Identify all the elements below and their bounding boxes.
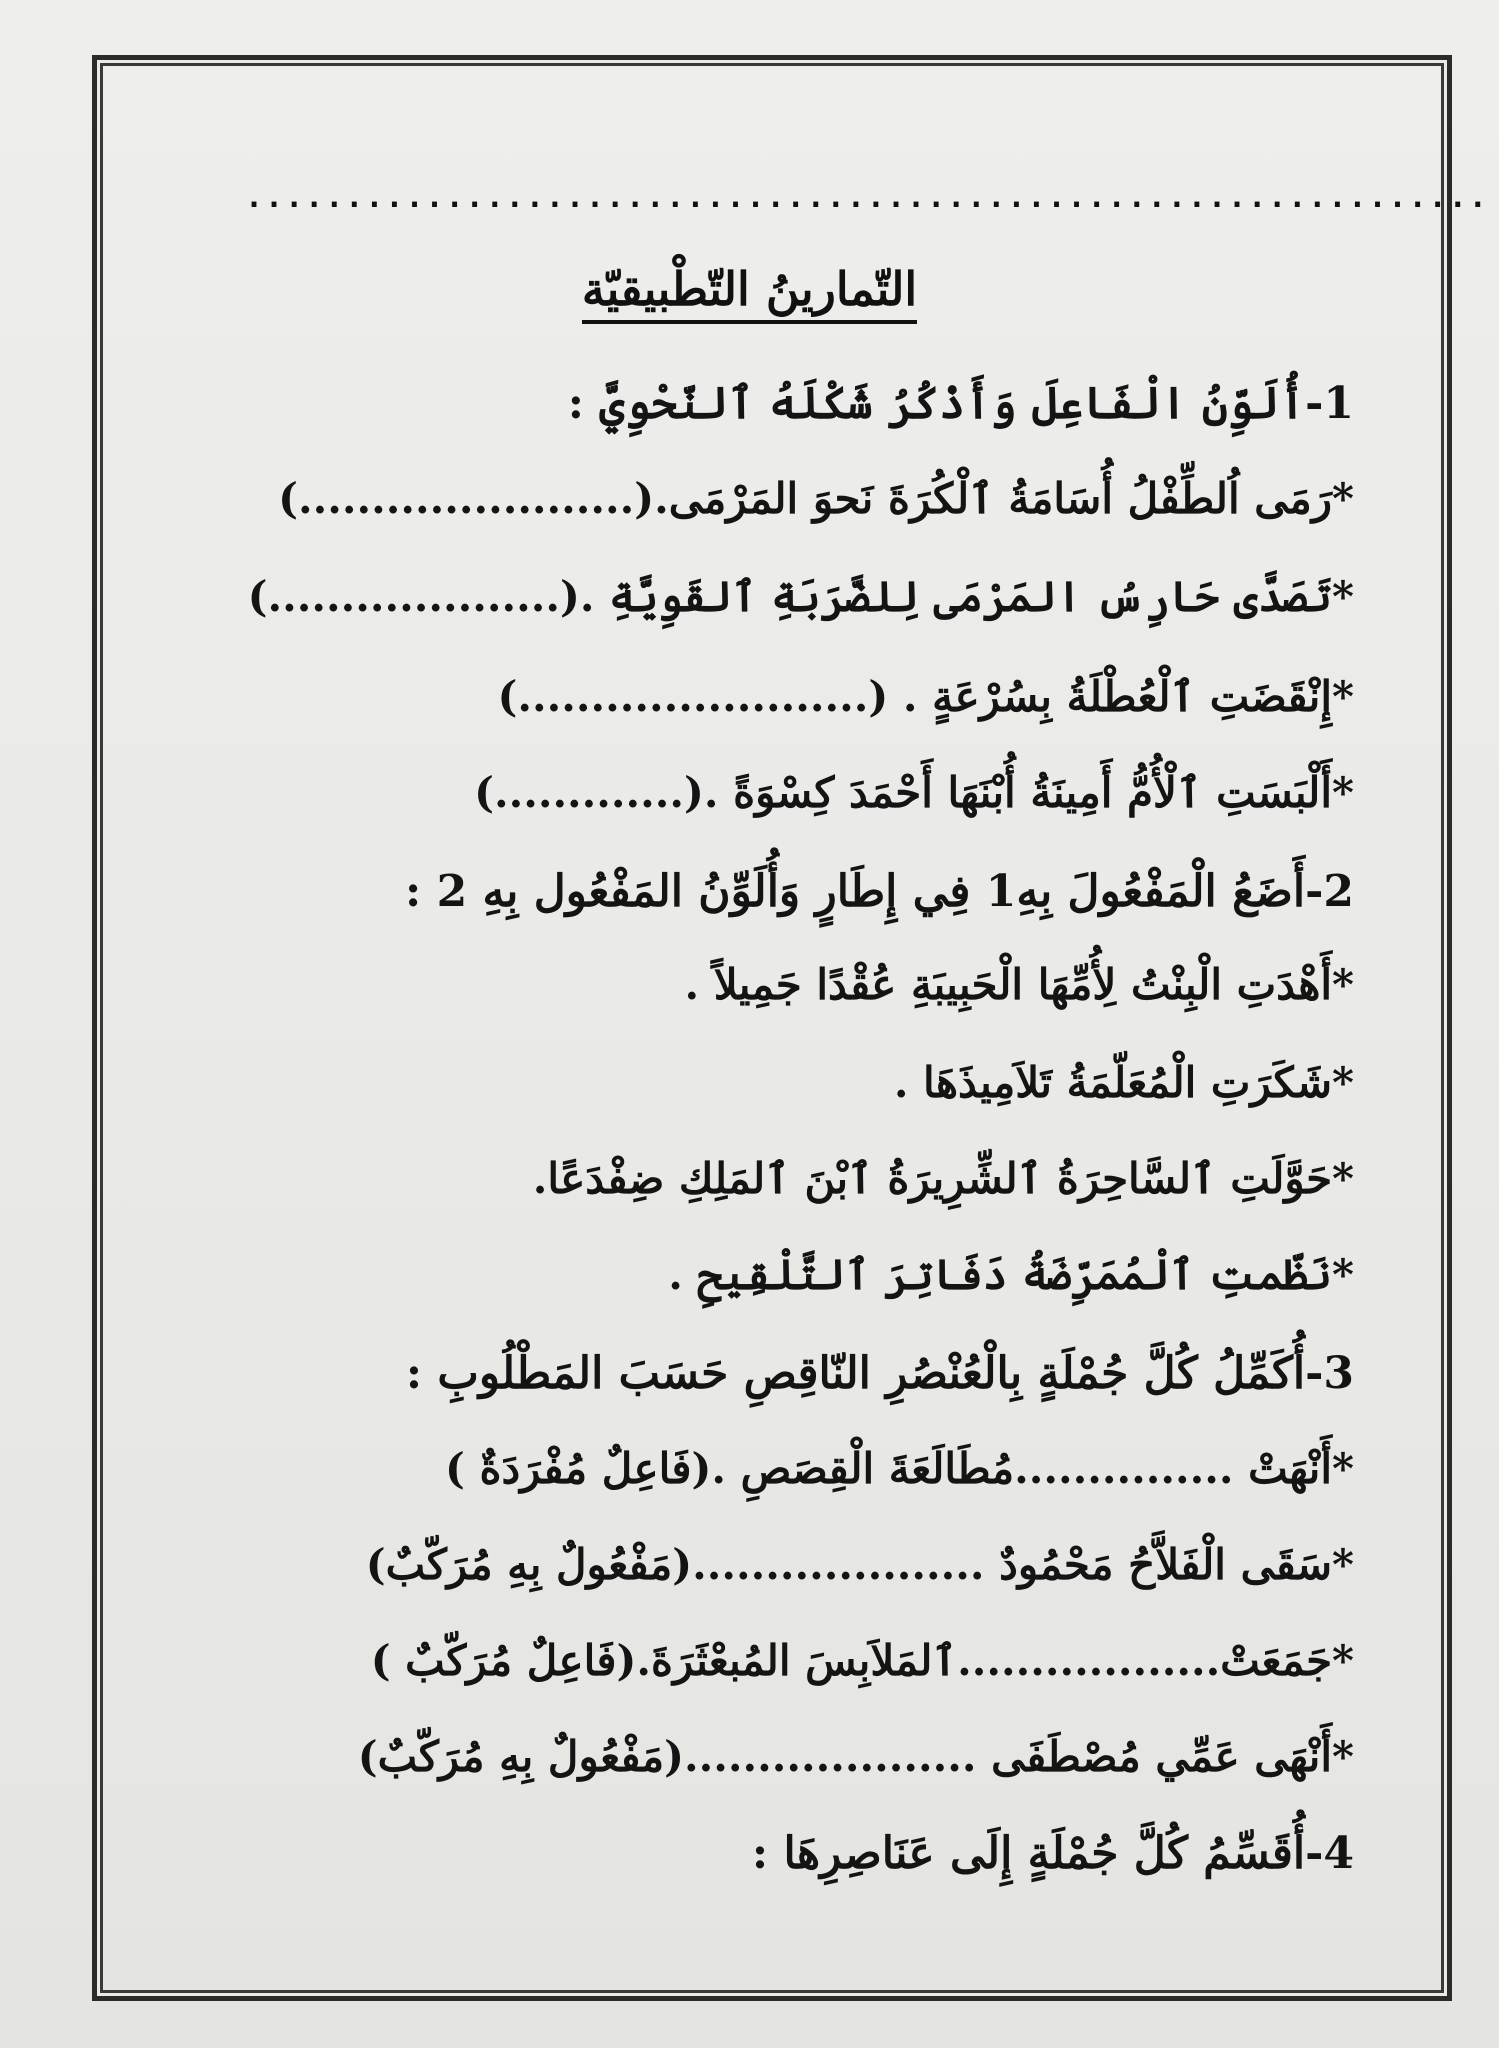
exercise-3-item-4: *أَنْهَى عَمِّي مُصْطَفَى ....................(مَفْعُولٌ بِهِ مُرَكّبٌ) (357, 1732, 1354, 1781)
exercise-2-item-4: *نَظّمتِ ٱلْمُمَرِّضَةُ دَفَاتِرَ ٱلتَّلْقِيحِ . (668, 1250, 1354, 1299)
exercise-2-item-1: *أَهْدَتِ الْبِنْتُ لِأُمِّهَا الْحَبِيبَةِ عُقْدًا جَمِيلاً . (684, 960, 1354, 1009)
exercise-2-heading: 2-أَضَعُ الْمَفْعُولَ بِهِ1 فِي إِطَارٍ وَأُلَوِّنُ المَفْعُول بِهِ 2 : (405, 866, 1354, 917)
exercise-1-item-1: *رَمَى اُلطِّفْلُ أُسَامَةُ ٱلْكُرَةَ نَحوَ المَرْمَى.(.......................) (278, 474, 1354, 523)
exercise-3-item-1: *أَنْهَتْ ...............مُطَالَعَةَ الْقِصَصِ .(فَاعِلٌ مُفْرَدَةٌ ) (444, 1444, 1354, 1493)
exercise-3-heading: 3-أُكَمِّلُ كُلَّ جُمْلَةٍ بِالْعُنْصُرِ النّاقِصِ حَسَبَ المَطْلُوبِ : (405, 1348, 1354, 1399)
exercise-1-item-4: *أَلْبَسَتِ ٱلْأُمُّ أَمِينَةُ أُبْنَهَا أَحْمَدَ كِسْوَةً .(.............) (474, 768, 1354, 817)
exercise-2-item-2: *شَكَرَتِ الْمُعَلّمَةُ تَلاَمِيذَهَا . (893, 1058, 1354, 1107)
page-title-text: التّمارينُ التّطْبيقيّة (582, 262, 917, 324)
exercise-2-item-3: *حَوَّلَتِ ٱلسَّاحِرَةُ ٱلشِّرِيرَةُ ٱبْنَ ٱلمَلِكِ ضِفْدَعًا. (532, 1154, 1354, 1203)
exercise-4-heading: 4-أُقَسِّمُ كُلَّ جُمْلَةٍ إِلَى عَنَاصِرِهَا : (751, 1828, 1354, 1879)
exercise-1-item-2: *تَصَدَّى حَارِسُ المَرْمَى لِلضَّرَبَةِ ٱلقَوِيَّةِ .(....................) (247, 572, 1354, 621)
exercise-1-heading: 1-أُلَوِّنُ الْفَاعِلَ وَأَذْكُرُ شَكْلَهُ ٱلنّحْوِيَّ : (567, 378, 1354, 429)
page-border (92, 55, 1489, 2001)
exercise-3-item-2: *سَقَى الْفَلاَّحُ مَحْمُودٌ ....................(مَفْعُولٌ بِهِ مُرَكّبٌ) (365, 1540, 1354, 1589)
page-title (0, 262, 1499, 316)
exercise-3-item-3: *جَمَعَتْ..................ٱلمَلاَبِسَ المُبعْثَرَةَ.(فَاعِلٌ مُرَكّبٌ ) (370, 1636, 1354, 1685)
exercise-1-item-3: *إِنْقَضَتِ ٱلْعُطْلَةُ بِسُرْعَةٍ . (........................) (497, 672, 1354, 721)
dotted-separator: .............................................................. (245, 180, 1489, 215)
